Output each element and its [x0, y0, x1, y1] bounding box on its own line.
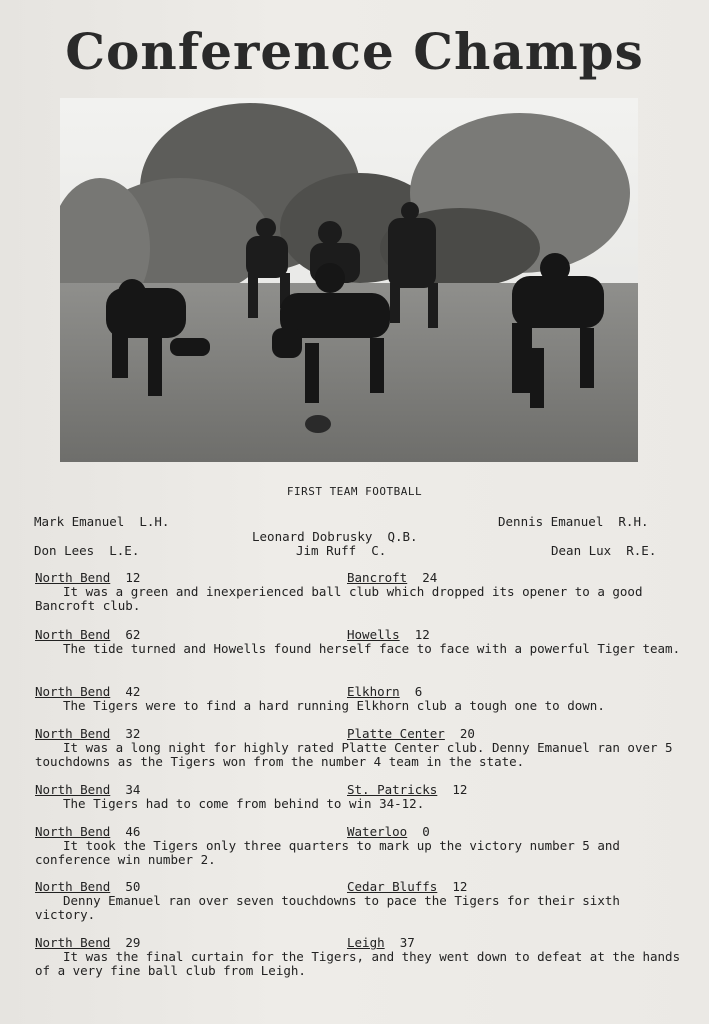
lineup-left-end: Don Lees L.E.: [34, 543, 140, 558]
game-summary: The Tigers had to come from behind to win 34-12.: [63, 796, 425, 811]
opponent: Elkhorn: [347, 684, 400, 699]
game-result: [35, 936, 685, 978]
home-team: North Bend: [35, 570, 111, 585]
game-summary: The tide turned and Howells found herself face to face with a powerful Tiger team.: [63, 641, 681, 656]
home-team: North Bend: [35, 782, 111, 797]
lineup-quarterback: Leonard Dobrusky Q.B.: [252, 529, 418, 544]
team-photo: [60, 98, 638, 462]
game-summary: The Tigers were to find a hard running Elkhorn club a tough one to down.: [63, 698, 605, 713]
lineup-right-end: Dean Lux R.E.: [551, 543, 657, 558]
home-score: 42: [125, 684, 141, 699]
game-summary: Denny Emanuel ran over seven touchdowns to pace the Tigers for their sixth victory.: [35, 893, 620, 922]
home-score: 62: [125, 627, 141, 642]
home-team: North Bend: [35, 935, 111, 950]
game-summary: It was the final curtain for the Tigers, and they went down to defeat at the hands of a very fine ball club from Leigh.: [35, 949, 681, 978]
football-icon: [305, 415, 331, 433]
lineup-right-half: Dennis Emanuel R.H.: [498, 514, 649, 529]
game-result: [35, 783, 685, 811]
opponent-score: 12: [414, 627, 430, 642]
opponent-score: 12: [452, 782, 468, 797]
opponent-score: 0: [422, 824, 430, 839]
game-result: [35, 880, 685, 922]
home-score: 29: [125, 935, 141, 950]
home-team: North Bend: [35, 726, 111, 741]
photo-caption: FIRST TEAM FOOTBALL: [286, 485, 423, 498]
game-result: [35, 571, 685, 613]
game-summary: It took the Tigers only three quarters to mark up the victory number 5 and conference win number 2.: [35, 838, 620, 867]
game-result: [35, 685, 685, 713]
game-result: [35, 825, 685, 867]
home-score: 34: [125, 782, 141, 797]
opponent-score: 37: [399, 935, 415, 950]
opponent: Platte Center: [347, 726, 445, 741]
home-score: 12: [125, 570, 141, 585]
home-team: North Bend: [35, 684, 111, 699]
page-title: Conference Champs: [65, 22, 644, 81]
game-result: [35, 628, 685, 656]
home-team: North Bend: [35, 627, 111, 642]
opponent: Waterloo: [347, 824, 408, 839]
opponent: Howells: [347, 627, 400, 642]
team-photo-image: [60, 98, 638, 462]
home-team: North Bend: [35, 824, 111, 839]
opponent-score: 20: [459, 726, 475, 741]
opponent: Bancroft: [347, 570, 408, 585]
game-result: [35, 727, 685, 769]
game-summary: It was a green and inexperienced ball club which dropped its opener to a good Bancroft club.: [35, 584, 643, 613]
home-score: 50: [125, 879, 141, 894]
home-score: 46: [125, 824, 141, 839]
lineup-left-half: Mark Emanuel L.H.: [34, 514, 170, 529]
lineup-center: Jim Ruff C.: [296, 543, 387, 558]
opponent-score: 12: [452, 879, 468, 894]
opponent: Leigh: [347, 935, 385, 950]
opponent-score: 6: [414, 684, 423, 699]
home-team: North Bend: [35, 879, 111, 894]
home-score: 32: [125, 726, 141, 741]
opponent: Cedar Bluffs: [347, 879, 438, 894]
game-summary: It was a long night for highly rated Platte Center club. Denny Emanuel ran over 5 touchdowns as the Tigers won from the number 4 team in the state.: [35, 740, 673, 769]
opponent: St. Patricks: [347, 782, 438, 797]
opponent-score: 24: [422, 570, 438, 585]
